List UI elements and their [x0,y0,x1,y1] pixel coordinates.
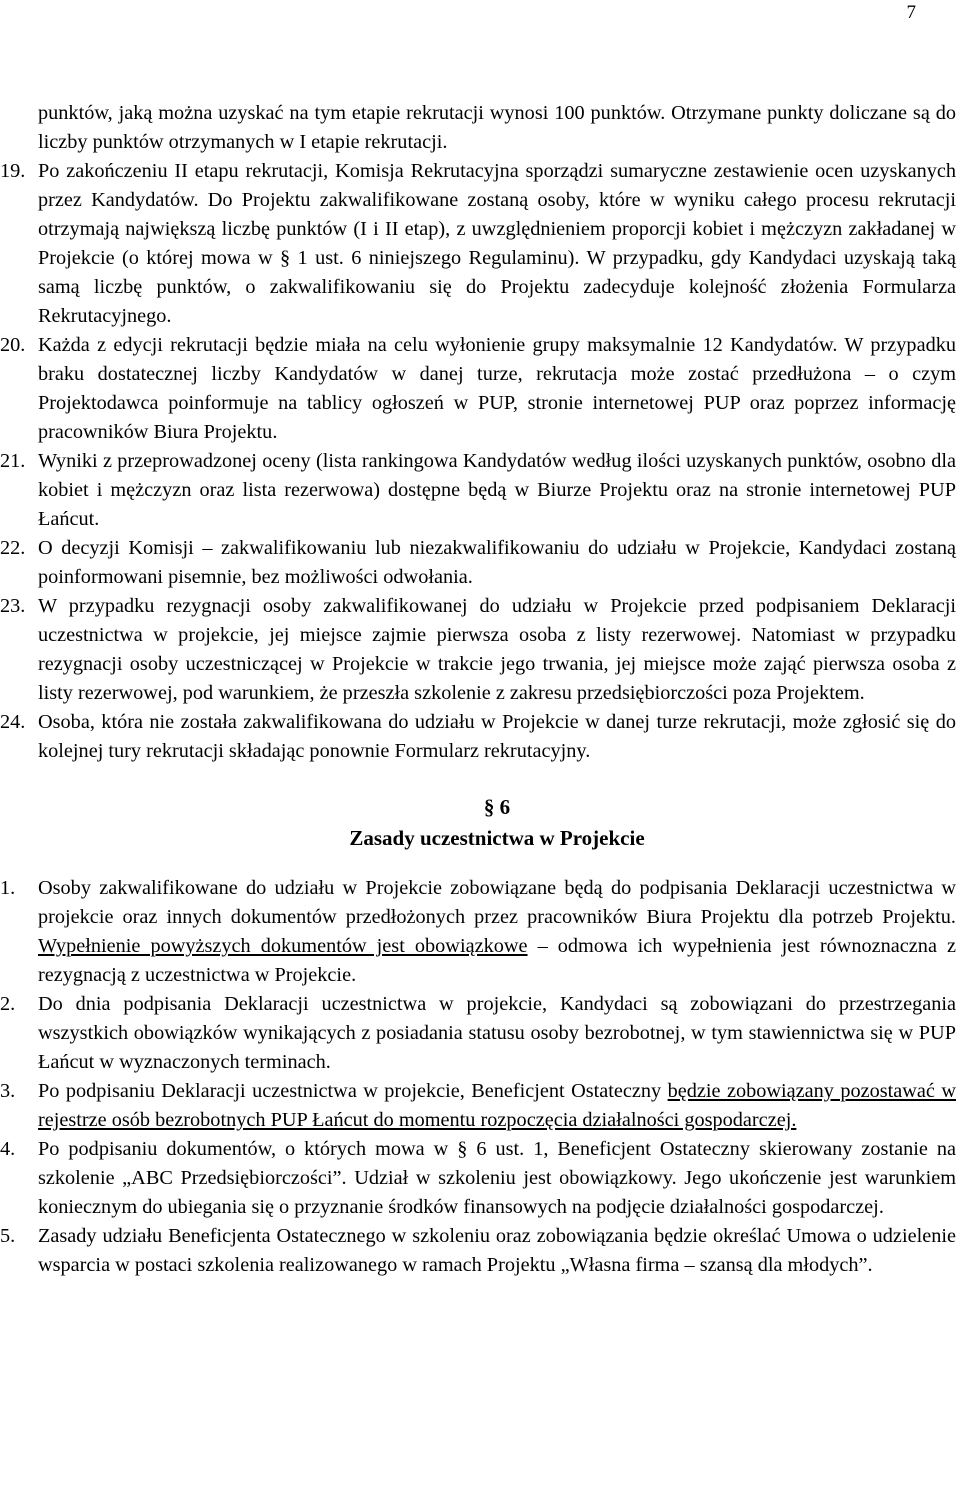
list-item-number: 5. [0,1225,16,1247]
document-body [0,99,956,1280]
list-item-text: Osoba, która nie została zakwalifikowana do udziału w Projekcie w danej turze rekrutacji, może zgłosić się do kolejnej tury rekrutacji składając ponownie Formularz rekrutacyjny. [38,711,956,762]
list-item-number: 4. [0,1138,16,1160]
list-item-text: Po podpisaniu Deklaracji uczestnictwa w projekcie, Beneficjent Ostateczny [38,1080,668,1102]
section-heading [38,792,956,854]
list-item-text: W przypadku rezygnacji osoby zakwalifikowanej do udziału w Projekcie przed podpisaniem Deklaracji uczestnictwa w projekcie, jej miejsce zajmie pierwsza osoba z listy rezerwowej. Natomiast w przypadku rezygnacji osoby uczestniczącej w Projekcie w trakcie jego trwania, jej miejsce może zająć pierwsza osoba z listy rezerwowej, pod warunkiem, że przeszła szkolenie z zakresu przedsiębiorczości poza Projektem. [38,595,956,704]
list-item [0,1077,956,1135]
list-item-text-tail: – odmowa ich wypełnienia jest równoznaczna z rezygnacją z uczestnictwa w Projekcie. [38,935,956,986]
list-item [0,534,956,592]
intro-paragraph: punktów, jaką można uzyskać na tym etapie rekrutacji wynosi 100 punktów. Otrzymane punkty doliczane są do liczby punktów otrzymanych w I etapie rekrutacji. [38,102,956,153]
list-item-number: 24. [0,711,26,733]
list-item [0,447,956,534]
list-item-number: 2. [0,993,16,1015]
list-item [0,157,956,331]
page-number: 7 [906,2,916,23]
list-item-text: Po zakończeniu II etapu rekrutacji, Komisja Rekrutacyjna sporządzi sumaryczne zestawienie ocen uzyskanych przez Kandydatów. Do Projektu zakwalifikowane zostaną osoby, które w wyniku całego procesu rekrutacji otrzymają największą liczbę punktów (I i II etap), z uwzględnieniem proporcji kobiet i mężczyzn zakładanej w Projekcie (o której mowa w § 1 ust. 6 niniejszego Regulaminu). W przypadku, gdy Kandydaci uzyskają taką samą liczbę punktów, o zakwalifikowaniu się do Projektu zadecyduje kolejność złożenia Formularza Rekrutacyjnego. [38,160,956,327]
list-item [0,592,956,708]
list-item-number: 21. [0,450,26,472]
section-title: Zasady uczestnictwa w Projekcie [349,826,645,850]
list-item [0,708,956,766]
recruitment-list [0,157,956,766]
list-item-number: 3. [0,1080,16,1102]
list-item-number: 20. [0,334,26,356]
list-item [0,1135,956,1222]
underlined-text: Wypełnienie powyższych dokumentów jest obowiązkowe [38,935,528,957]
underlined-text: będzie zobowiązany pozostawać w rejestrze osób bezrobotnych PUP Łańcut do momentu rozpoczęcia działalności gospodarczej. [38,1080,956,1131]
list-item-number: 19. [0,160,26,182]
section-symbol: § 6 [483,795,511,819]
list-item-text: O decyzji Komisji – zakwalifikowaniu lub niezakwalifikowaniu do udziału w Projekcie, Kandydaci zostaną poinformowani pisemnie, bez możliwości odwołania. [38,537,956,588]
list-item-number: 1. [0,877,16,899]
list-item-number: 22. [0,537,26,559]
list-item [0,331,956,447]
list-item-number: 23. [0,595,26,617]
list-item [0,874,956,990]
list-item [0,1222,956,1280]
list-item [0,990,956,1077]
list-item-text: Do dnia podpisania Deklaracji uczestnictwa w projekcie, Kandydaci są zobowiązani do przestrzegania wszystkich obowiązków wynikających z posiadania statusu osoby bezrobotnej, w tym stawiennictwa się w PUP Łańcut w wyznaczonych terminach. [38,993,956,1073]
list-item-text: Osoby zakwalifikowane do udziału w Projekcie zobowiązane będą do podpisania Deklaracji uczestnictwa w projekcie oraz innych dokumentów przedłożonych przez pracowników Biura Projektu dla potrzeb Projektu. [38,877,956,928]
participation-rules-list [0,874,956,1280]
list-item-text: Zasady udziału Beneficjenta Ostatecznego w szkoleniu oraz zobowiązania będzie określać Umowa o udzielenie wsparcia w postaci szkolenia realizowanego w ramach Projektu „Własna firma – szansą dla młodych”. [38,1225,956,1276]
list-item-text: Po podpisaniu dokumentów, o których mowa w § 6 ust. 1, Beneficjent Ostateczny skierowany zostanie na szkolenie „ABC Przedsiębiorczości”. Udział w szkoleniu jest obowiązkowy. Jego ukończenie jest warunkiem koniecznym do ubiegania się o przyznanie środków finansowych na podjęcie działalności gospodarczej. [38,1138,956,1218]
list-item-text: Każda z edycji rekrutacji będzie miała na celu wyłonienie grupy maksymalnie 12 Kandydatów. W przypadku braku dostatecznej liczby Kandydatów w danej turze, rekrutacja może zostać przedłużona – o czym Projektodawca poinformuje na tablicy ogłoszeń w PUP, stronie internetowej PUP oraz poprzez informację pracowników Biura Projektu. [38,334,956,443]
list-item-text: Wyniki z przeprowadzonej oceny (lista rankingowa Kandydatów według ilości uzyskanych punktów, osobno dla kobiet i mężczyzn oraz lista rezerwowa) dostępne będą w Biurze Projektu oraz na stronie internetowej PUP Łańcut. [38,450,956,530]
